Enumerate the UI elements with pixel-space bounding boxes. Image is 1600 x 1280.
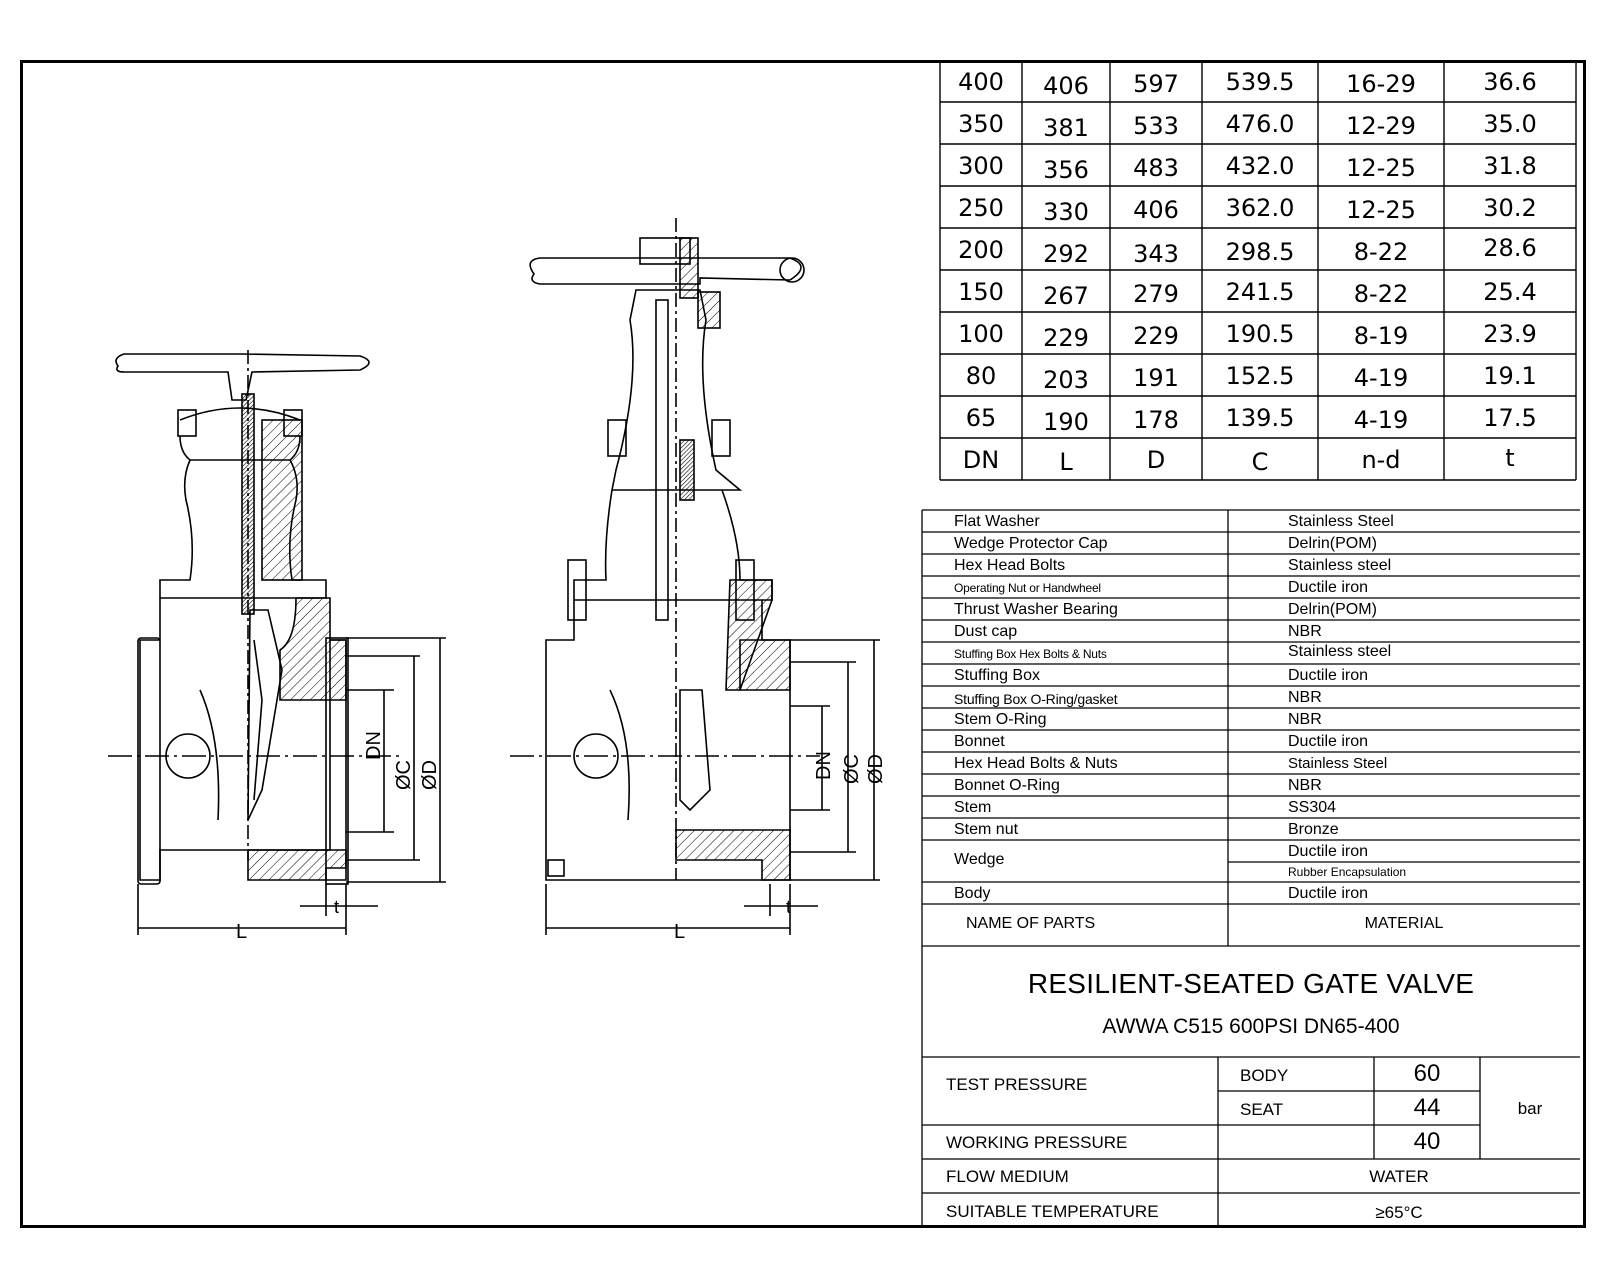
part-name: Operating Nut or Handwheel [954,581,1101,595]
table-cell: 279 [1133,280,1179,308]
body-label: BODY [1240,1066,1289,1085]
table-cell: 8-22 [1353,238,1409,266]
table-cell: 190.5 [1225,320,1295,348]
table-cell: 200 [958,236,1004,264]
table-cell: 406 [1133,196,1179,224]
part-material: Ductile iron [1288,579,1369,596]
table-cell: 190 [1043,408,1089,436]
table-cell: 139.5 [1225,404,1295,432]
part-material: NBR [1288,689,1322,706]
part-name: Stuffing Box Hex Bolts & Nuts [954,647,1107,661]
left-valve-view [108,350,446,935]
part-material: NBR [1288,777,1322,794]
table-cell: 432.0 [1225,152,1295,180]
table-header: DN [962,446,1000,474]
part-name: Body [954,885,991,902]
table-cell: 4-19 [1353,364,1409,392]
part-name: Bonnet [954,733,1005,750]
part-name: Stuffing Box O-Ring/gasket [954,691,1118,707]
part-material: Ductile iron [1288,733,1369,750]
table-header: t [1505,444,1515,472]
table-cell: 12-25 [1346,196,1416,224]
table-cell: 298.5 [1225,238,1295,266]
right-valve-view [510,218,880,935]
table-cell: 597 [1133,70,1179,98]
parts-footer-material: MATERIAL [1364,915,1444,932]
table-cell: 100 [958,320,1004,348]
body-value: 60 [1413,1060,1441,1087]
table-cell: 539.5 [1225,68,1295,96]
table-cell: 381 [1043,114,1089,142]
part-name: Stem nut [954,821,1019,838]
part-name: Bonnet O-Ring [954,777,1060,794]
temperature-label: SUITABLE TEMPERATURE [946,1202,1159,1221]
right-phi-d-label: ØD [865,754,887,784]
parts-footer-name: NAME OF PARTS [966,915,1096,932]
table-cell: 350 [958,110,1004,138]
right-dn-label: DN [813,751,835,780]
drawing-title: RESILIENT-SEATED GATE VALVE [1027,968,1475,999]
table-cell: 267 [1043,282,1089,310]
table-cell: 362.0 [1225,194,1295,222]
part-name: Stem [954,799,992,816]
table-cell: 25.4 [1483,278,1537,306]
part-material: Stainless Steel [1288,513,1394,530]
table-cell: 80 [965,362,997,390]
table-cell: 229 [1043,324,1089,352]
table-cell: 4-19 [1353,406,1409,434]
part-material: Rubber Encapsulation [1288,865,1407,879]
working-pressure-label: WORKING PRESSURE [946,1133,1128,1152]
right-l-label: L [674,921,686,943]
part-material: Ductile iron [1288,667,1369,684]
part-material: Delrin(POM) [1288,601,1377,618]
table-cell: 36.6 [1483,68,1537,96]
table-cell: 343 [1133,240,1179,268]
flow-medium-label: FLOW MEDIUM [946,1167,1069,1186]
part-name: Wedge Protector Cap [954,535,1108,552]
table-cell: 191 [1133,364,1179,392]
table-cell: 476.0 [1225,110,1295,138]
part-material: Stainless Steel [1288,755,1388,772]
part-material: Ductile iron [1288,885,1369,902]
part-material: Bronze [1288,821,1339,838]
temperature-value: ≥65°C [1375,1203,1423,1222]
table-cell: 229 [1133,322,1179,350]
part-name: Dust cap [954,623,1018,640]
table-cell: 150 [958,278,1004,306]
table-header: D [1146,446,1166,474]
table-header: C [1251,448,1269,476]
pressure-unit: bar [1517,1099,1543,1118]
right-phi-c-label: ØC [841,754,863,784]
table-cell: 356 [1043,156,1089,184]
table-cell: 35.0 [1483,110,1537,138]
table-cell: 12-25 [1346,154,1416,182]
table-cell: 250 [958,194,1004,222]
part-name: Thrust Washer Bearing [954,601,1118,618]
part-name: Hex Head Bolts [954,557,1066,574]
left-phi-c-label: ØC [393,760,415,790]
table-cell: 19.1 [1483,362,1537,390]
left-t-label: t [334,897,340,917]
part-name: Wedge [954,851,1005,868]
table-cell: 300 [958,152,1004,180]
table-cell: 533 [1133,112,1179,140]
right-t-label: t [786,897,792,917]
part-material: Ductile iron [1288,843,1369,860]
table-cell: 400 [958,68,1004,96]
test-pressure-label: TEST PRESSURE [946,1075,1088,1094]
table-cell: 65 [965,404,997,432]
table-header: n-d [1361,446,1401,474]
left-dn-label: DN [363,731,385,760]
table-cell: 406 [1043,72,1089,100]
part-name: Hex Head Bolts & Nuts [954,755,1118,772]
part-name: Stem O-Ring [954,711,1047,728]
drawing-subtitle: AWWA C515 600PSI DN65-400 [1102,1015,1400,1038]
part-material: Delrin(POM) [1288,535,1377,552]
seat-label: SEAT [1240,1100,1284,1119]
part-material: SS304 [1288,799,1337,816]
left-phi-d-label: ØD [419,760,441,790]
flow-medium-value: WATER [1369,1167,1429,1186]
table-cell: 28.6 [1483,234,1537,262]
part-material: NBR [1288,711,1322,728]
table-cell: 8-22 [1353,280,1409,308]
table-cell: 17.5 [1483,404,1537,432]
table-cell: 178 [1133,406,1179,434]
table-cell: 30.2 [1483,194,1537,222]
table-cell: 152.5 [1225,362,1295,390]
table-cell: 23.9 [1483,320,1537,348]
part-material: Stainless steel [1288,643,1392,660]
table-cell: 12-29 [1346,112,1416,140]
left-l-label: L [236,921,248,943]
part-material: Stainless steel [1288,557,1392,574]
table-header: L [1059,448,1073,476]
part-name: Stuffing Box [954,667,1040,684]
table-cell: 483 [1133,154,1179,182]
table-cell: 330 [1043,198,1089,226]
table-cell: 16-29 [1346,70,1416,98]
table-cell: 241.5 [1225,278,1295,306]
part-material: NBR [1288,623,1322,640]
part-name: Flat Washer [954,513,1040,530]
seat-value: 44 [1413,1094,1441,1121]
working-pressure-value: 40 [1413,1128,1441,1155]
table-cell: 292 [1043,240,1089,268]
table-cell: 203 [1043,366,1089,394]
table-cell: 31.8 [1483,152,1537,180]
table-cell: 8-19 [1353,322,1409,350]
